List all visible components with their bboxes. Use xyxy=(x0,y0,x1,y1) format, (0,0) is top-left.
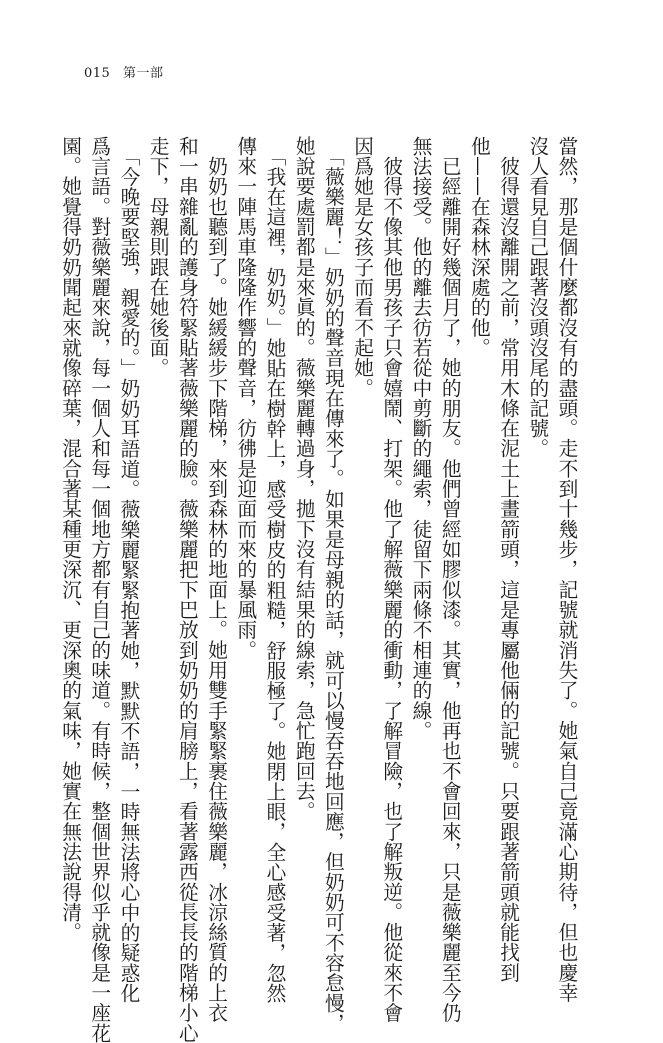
text-line: 爲言語。對薇樂麗來說，每一個人和每一個地方都有自己的味道。有時候，整個世界似乎就像是一座花 xyxy=(87,136,111,1043)
body-text xyxy=(55,136,581,1043)
text-line: 沒人看見自己跟著沒頭沒尾的記號。 xyxy=(525,136,549,459)
text-line: 和一串雜亂的護身符緊貼著薇樂麗的臉。薇樂麗把下巴放到奶奶的肩膀上，看著露西從長長的階梯小心 xyxy=(175,136,199,1043)
text-line: 因爲她是女孩子而看不起她。 xyxy=(350,136,374,399)
text-line: 無法接受。他的離去彷若從中剪斷的繩索，徒留下兩條不相連的線。 xyxy=(408,136,432,741)
page-number: 015 xyxy=(84,66,111,81)
text-line: 他——在森林深處的他。 xyxy=(467,136,491,358)
text-line: 彼得不像其他男孩子只會嬉鬧、打架。他了解薇樂麗的衝動，了解冒險，也了解叛逆。他從來不會 xyxy=(379,136,403,1024)
text-line: 「今晚要堅強，親愛的。」奶奶耳語道。薇樂麗緊緊抱著她，默默不語，一時無法將心中的疑惑化 xyxy=(116,136,140,1004)
text-line: 彼得還沒離開之前，常用木條在泥土上畫箭頭，這是專屬他倆的記號。只要跟著箭頭就能找到 xyxy=(496,136,520,983)
text-line: 走下，母親則跟在她後面。 xyxy=(146,136,170,378)
running-header xyxy=(84,62,163,81)
text-line: 「我在這裡，奶奶。」她貼在樹幹上，感受樹皮的粗糙，舒服極了。她閉上眼，全心感受著，忽然 xyxy=(262,136,286,1004)
chapter-title: 第一部 xyxy=(122,66,164,81)
text-line: 奶奶也聽到了。她緩緩步下階梯，來到森林的地面上。她用雙手緊緊裹住薇樂麗，冰涼絲質的上衣 xyxy=(204,136,228,1024)
text-line: 她說要處罰都是來眞的。薇樂麗轉過身，拋下沒有結果的線索，急忙跑回去。 xyxy=(292,136,316,822)
text-line: 當然，那是個什麼都沒有的盡頭。走不到十幾步，記號就消失了。她氣自己竟滿心期待，但也慶幸 xyxy=(555,136,578,1003)
text-line: 傳來一陣馬車隆隆作響的聲音，彷彿是迎面而來的暴風雨。 xyxy=(233,136,257,661)
text-line: 「薇樂麗！」奶奶的聲音現在傳來了。如果是母親的話，就可以慢吞吞地回應，但奶奶可不容怠慢， xyxy=(321,136,345,1034)
text-line: 園。她覺得奶奶聞起來就像碎葉，混合著某種更深沉、更深奧的氣味，她實在無法說得清。 xyxy=(58,136,82,943)
text-line: 已經離開好幾個月了，她的朋友。他們曾經如膠似漆。其實，他再也不會回來，只是薇樂麗至今仍 xyxy=(438,136,462,1024)
